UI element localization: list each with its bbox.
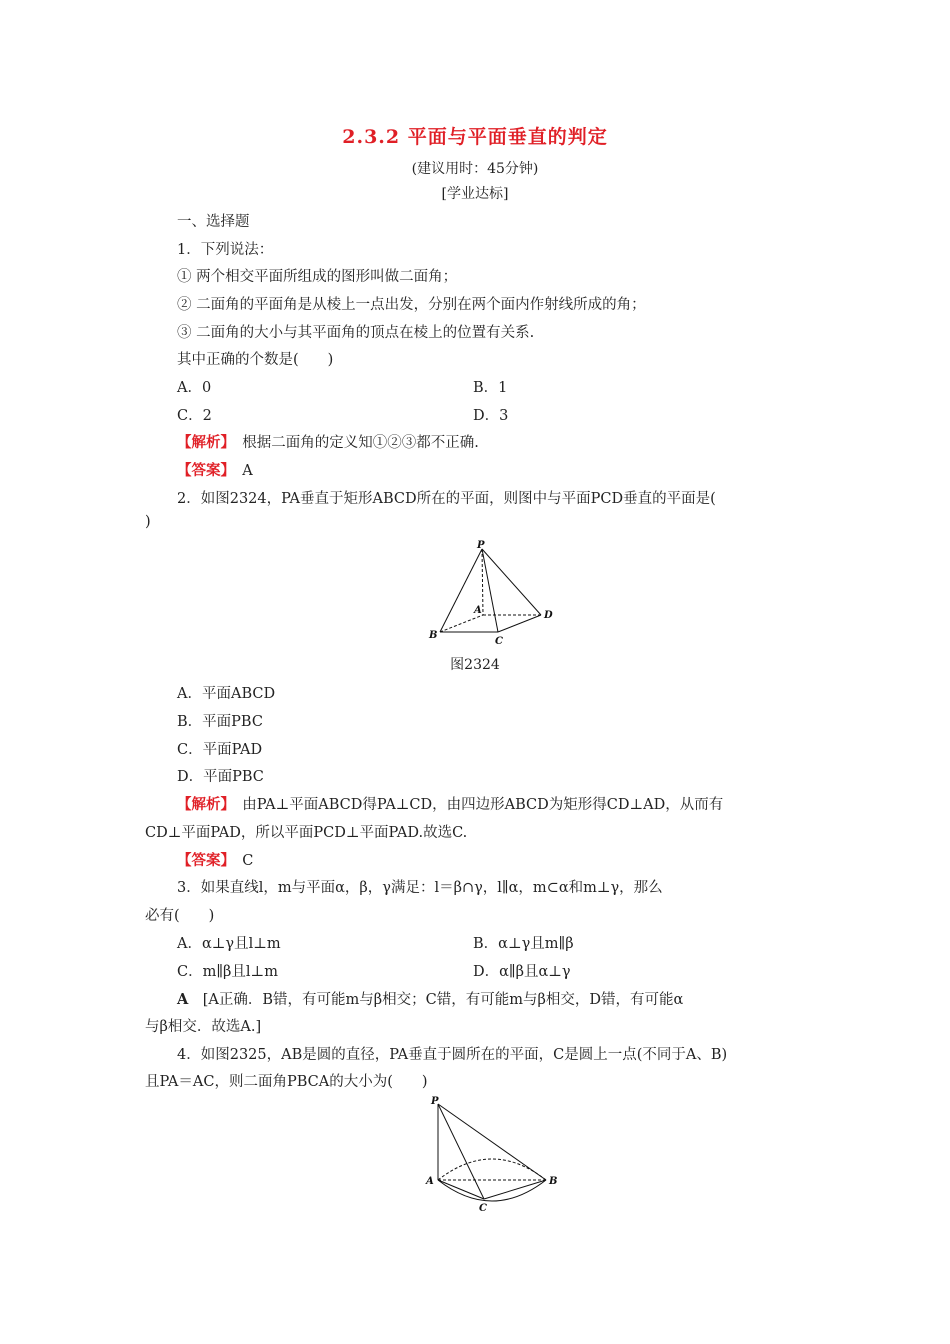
figure-2324-pyramid: [425, 538, 560, 648]
label-p: P: [431, 1096, 439, 1107]
answer-tag: 【答案】: [177, 462, 228, 479]
label-a: A: [426, 1176, 434, 1187]
q1-statement-2: ② 二面角的平面角是从棱上一点出发，分别在两个面内作射线所成的角；: [177, 297, 646, 313]
answer-text: A: [227, 463, 253, 479]
analysis-tag: 【解析】: [177, 434, 228, 451]
analysis-tag: 【解析】: [177, 796, 228, 813]
analysis-text: 根据二面角的定义知①②③都不正确.: [227, 435, 479, 451]
q3-option-d: D．α∥β且α⊥γ: [473, 964, 571, 980]
label-b: B: [549, 1176, 558, 1187]
q4-stem-line-1: 4．如图2325，AB是圆的直径，PA垂直于圆所在的平面，C是圆上一点(不同于A、B): [177, 1047, 728, 1063]
q3-stem-line-2: 必有( ): [145, 908, 215, 924]
q1-option-b: B．1: [473, 380, 508, 396]
answer-text: C: [227, 853, 254, 869]
answer-text: [A正确．B错，有可能m与β相交；C错，有可能m与β相交，D错，有可能α: [188, 992, 684, 1008]
answer-letter: A: [177, 991, 189, 1008]
q2-analysis: [177, 793, 723, 814]
answer-tag: 【答案】: [177, 852, 228, 869]
q2-answer: [177, 849, 253, 870]
q2-option-d: D．平面PBC: [177, 769, 264, 785]
label-c: C: [479, 1203, 487, 1214]
q3-stem-line-1: 3．如果直线l，m与平面α，β，γ满足：l＝β∩γ，l∥α，m⊂α和m⊥γ，那么: [177, 880, 663, 896]
q1-option-a: A．0: [177, 380, 212, 396]
q1-statement-1: ① 两个相交平面所组成的图形叫做二面角；: [177, 269, 458, 285]
q2-option-b: B．平面PBC: [177, 714, 263, 730]
q1-statement-3: ③ 二面角的大小与其平面角的顶点在棱上的位置有关系.: [177, 325, 535, 341]
page-title: 2.3.2 平面与平面垂直的判定: [342, 126, 608, 148]
q3-option-c: C．m∥β且l⊥m: [177, 964, 278, 980]
q2-analysis-line-2: CD⊥平面PAD，所以平面PCD⊥平面PAD.故选C.: [145, 825, 468, 841]
q1-option-d: D．3: [473, 408, 509, 424]
q4-stem-line-2: 且PA＝AC，则二面角PBCA的大小为( ): [145, 1074, 428, 1090]
q2-stem-line-2: ): [145, 514, 151, 530]
figure-caption: 图2324: [450, 657, 500, 673]
label-d: D: [544, 610, 553, 621]
q1-answer: [177, 459, 253, 480]
q1-ask: 其中正确的个数是( ): [177, 352, 334, 368]
q1-stem: 1．下列说法：: [177, 242, 274, 258]
label-p: P: [477, 540, 485, 551]
q3-answer: [177, 988, 683, 1009]
q2-option-a: A．平面ABCD: [177, 686, 276, 702]
q3-answer-line-2: 与β相交．故选A.]: [145, 1019, 262, 1035]
q3-option-b: B．α⊥γ且m∥β: [473, 936, 574, 952]
q1-analysis: [177, 431, 479, 452]
q3-option-a: A．α⊥γ且l⊥m: [177, 936, 281, 952]
analysis-text: 由PA⊥平面ABCD得PA⊥CD，由四边形ABCD为矩形得CD⊥AD，从而有: [227, 797, 724, 813]
q2-option-c: C．平面PAD: [177, 742, 263, 758]
label-a: A: [474, 605, 482, 616]
figure-2325-cone: [420, 1092, 570, 1216]
label-c: C: [495, 636, 503, 647]
time-note: (建议用时：45分钟): [411, 161, 539, 177]
q2-stem-line-1: 2．如图2324，PA垂直于矩形ABCD所在的平面，则图中与平面PCD垂直的平面是(: [177, 491, 716, 507]
label-b: B: [429, 630, 438, 641]
q1-option-c: C．2: [177, 408, 212, 424]
section-heading: [学业达标]: [441, 186, 509, 202]
part-heading: 一、选择题: [177, 214, 250, 230]
